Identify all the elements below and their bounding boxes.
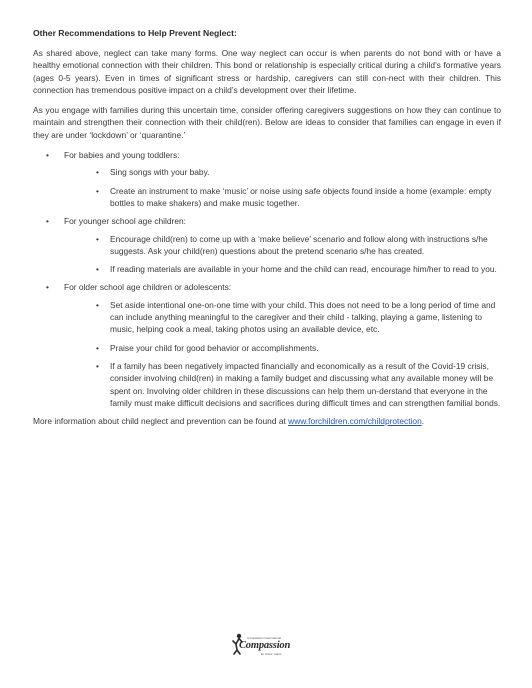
bullet: • — [96, 264, 99, 275]
list-item-text: Encourage child(ren) to come up with a ‘make believe’ scenario and follow along with instructions s/he suggests. Ask your child(ren) questions about the pretend scenario s/he has created. — [110, 233, 488, 256]
child-protection-link[interactable]: www.forchildren.com/childprotection — [288, 416, 422, 427]
closing-text: More information about child neglect and prevention can be found at — [33, 416, 289, 427]
section-heading: Other Recommendations to Help Prevent Neglect: — [33, 28, 237, 38]
group-label: For older school age children or adolescents: — [64, 282, 232, 293]
sub-list — [96, 233, 501, 276]
list-item-text: Sing songs with your baby. — [110, 167, 210, 178]
logo-wordmark: Compassion — [239, 640, 291, 651]
group-older-school-age — [33, 281, 501, 409]
group-babies — [33, 149, 501, 209]
list-item — [96, 166, 501, 178]
list-item-text: If reading materials are available in your home and the child can read, encourage him/her to read to you. — [110, 264, 497, 275]
logo-top-text: Compassion International — [247, 636, 282, 640]
list-item-text: Praise your child for good behavior or accomplishments. — [110, 342, 319, 353]
list-item — [96, 263, 501, 275]
closing-end: . — [421, 416, 425, 427]
engage-paragraph: As you engage with families during this uncertain time, consider offering caregivers suggestions on how they can continue to maintain and strengthen their connection with their child(ren). Below are ideas to consider that families can engage in even if they are under ‘lockdown’ or ‘quarantine.’ — [33, 105, 501, 140]
recommendation-list — [33, 149, 501, 409]
list-item — [96, 185, 501, 210]
bullet: • — [46, 150, 49, 161]
bullet: • — [46, 282, 49, 293]
closing-paragraph — [33, 415, 501, 427]
sub-list — [96, 299, 501, 409]
list-item-text: Create an instrument to make ‘music’ or noise using safe objects found inside a home (example: empty bottles to make shakers) and make music together. — [110, 185, 492, 208]
bullet: • — [96, 185, 99, 196]
sub-list — [96, 166, 501, 209]
compassion-logo — [229, 633, 303, 659]
list-item — [96, 360, 501, 409]
list-item — [96, 299, 501, 336]
group-younger-school-age — [33, 215, 501, 275]
document-page — [33, 28, 501, 435]
bullet: • — [96, 342, 99, 353]
group-label: For younger school age children: — [64, 216, 186, 227]
bullet: • — [96, 360, 99, 371]
intro-paragraph: As shared above, neglect can take many forms. One way neglect can occur is when parents do not bond with or have a healthy emotional connection with their children. This bond or relationship is especially critical during a child’s formative years (ages 0-5 years). Even in times of significant stress or hardship, caregivers can still con-nect with their children. This connection has tremendous positive impact on a child’s development over their lifetime. — [33, 48, 501, 95]
list-item — [96, 342, 501, 354]
list-item-text: Set aside intentional one-on-one time with your child. This does not need to be a long period of time and can include anything meaningful to the caregiver and their child - talking, playing a game, listening to music, helping cook a meal, taking photos using an available device, etc. — [110, 299, 496, 335]
bullet: • — [96, 299, 99, 310]
bullet: • — [46, 216, 49, 227]
logo-tagline: In Jesus' name — [261, 652, 282, 656]
list-item-text: If a family has been negatively impacted financially and economically as a result of the Covid-19 crisis, consider involving child(ren) in making a family budget and discussing what any available money will be spent on. Involving older children in these discussions can help them un-derstand that everyone in the family must make difficult decisions and sacrifices during difficult times and can strengthen familial bonds. — [110, 360, 501, 408]
list-item — [96, 233, 501, 258]
bullet: • — [96, 167, 99, 178]
group-label: For babies and young toddlers: — [64, 150, 180, 161]
bullet: • — [96, 233, 99, 244]
